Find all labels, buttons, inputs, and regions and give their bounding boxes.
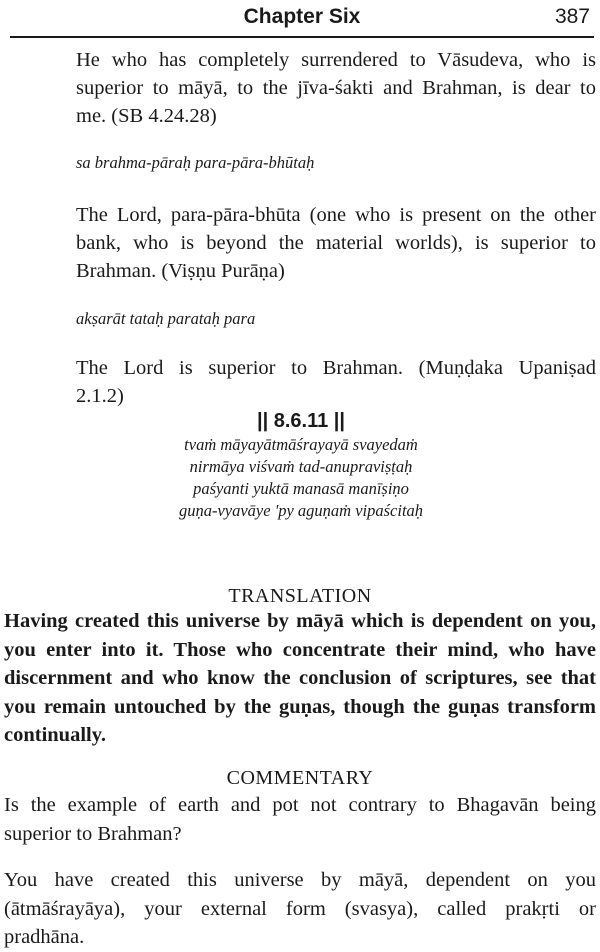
text-line: you enter into it. Those who concentrate their mind, who have bbox=[4, 638, 596, 661]
verse-line: paśyanti yuktā manasā manīṣiṇo bbox=[193, 479, 409, 498]
paragraph-quote-1 bbox=[76, 46, 596, 130]
text-line: Brahman. (Viṣṇu Purāṇa) bbox=[76, 260, 285, 282]
verse-line: guṇa-vyavāye 'py aguṇaṁ vipaścitaḥ bbox=[178, 501, 424, 520]
text-line: The Lord, para-pāra-bhūta (one who is present on the other bbox=[76, 204, 596, 226]
verse-block bbox=[76, 408, 526, 522]
commentary-paragraph-1 bbox=[4, 791, 596, 848]
verse-number: || 8.6.11 || bbox=[257, 410, 345, 432]
text-line: discernment and who know the conclusion of scriptures, see that bbox=[4, 667, 596, 689]
text-line: you remain untouched by the guṇas, though the guṇas transform bbox=[4, 695, 596, 718]
page-number: 387 bbox=[554, 5, 590, 28]
commentary-heading: COMMENTARY bbox=[226, 767, 374, 789]
text-line: superior to māyā, to the jīva-śakti and Brahman, is dear to bbox=[76, 77, 596, 99]
sanskrit-quote-1: sa brahma-pāraḥ para-pāra-bhūtaḥ bbox=[76, 153, 315, 172]
text-line: He who has completely surrendered to Vāsudeva, who is bbox=[76, 49, 596, 71]
text-line: superior to Brahman? bbox=[4, 822, 182, 845]
text-line: The Lord is superior to Brahman. (Muṇḍaka Upaniṣad bbox=[76, 357, 596, 379]
text-line: continually. bbox=[4, 724, 106, 746]
text-line: pradhāna. bbox=[4, 926, 85, 948]
page-header bbox=[10, 2, 594, 38]
verse-line: nirmāya viśvaṁ tad-anupraviṣṭaḥ bbox=[189, 457, 413, 476]
translation-text bbox=[4, 607, 596, 750]
text-line: me. (SB 4.24.28) bbox=[76, 105, 217, 127]
text-line: Is the example of earth and pot not contrary to Bhagavān being bbox=[4, 794, 596, 816]
commentary-paragraph-2 bbox=[4, 866, 596, 952]
translation-heading: TRANSLATION bbox=[228, 585, 372, 607]
text-line: Having created this universe by māyā which is dependent on you, bbox=[4, 610, 596, 632]
text-line: 2.1.2) bbox=[76, 385, 124, 407]
text-line: You have created this universe by māyā, dependent on you bbox=[4, 869, 596, 891]
paragraph-quote-3 bbox=[76, 354, 596, 410]
verse-line: tvaṁ māyayātmāśrayayā svayedaṁ bbox=[184, 435, 418, 454]
text-line: (ātmāśrayāya), your external form (svasya), called prakṛti or bbox=[4, 897, 596, 920]
chapter-title: Chapter Six bbox=[243, 5, 361, 28]
paragraph-quote-2 bbox=[76, 201, 596, 285]
text-line: bank, who is beyond the material worlds), is superior to bbox=[76, 232, 596, 254]
sanskrit-quote-2: akṣarāt tataḥ parataḥ para bbox=[76, 309, 256, 328]
